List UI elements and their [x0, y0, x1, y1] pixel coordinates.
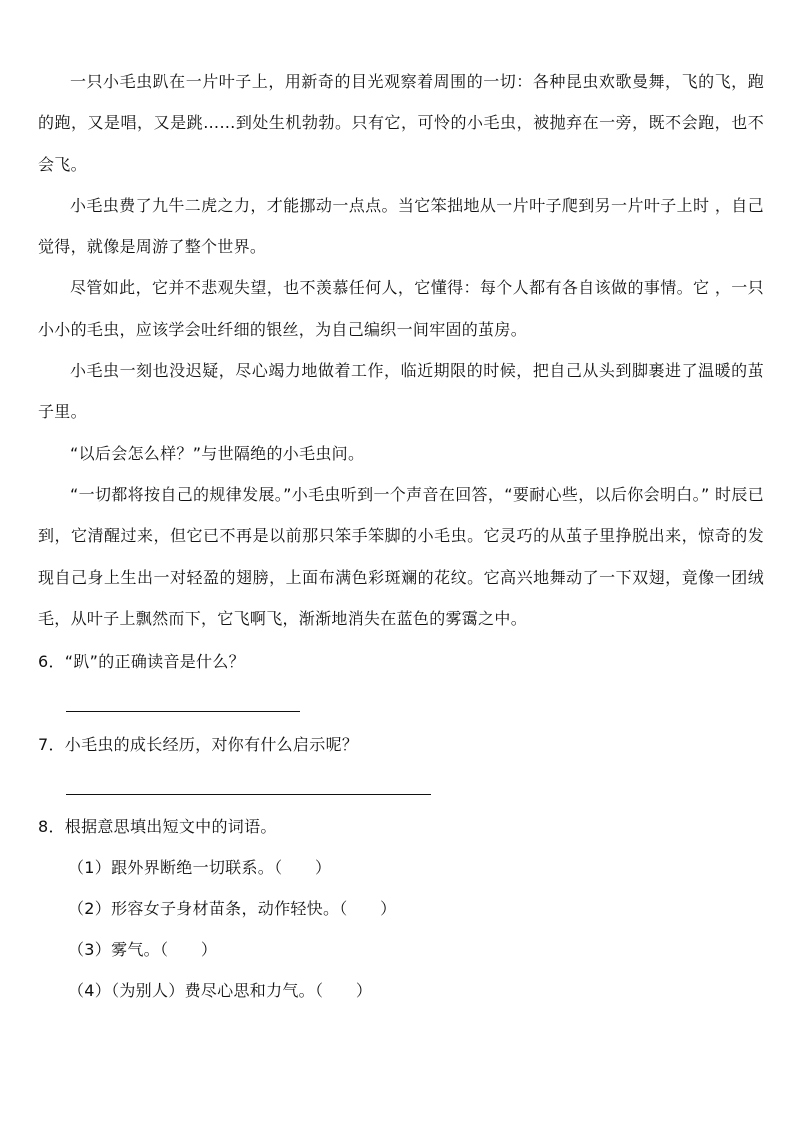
question-8-item-1: （1）跟外界断绝一切联系。（ ）	[68, 858, 332, 877]
passage-paragraph-3: 尽管如此，它并不悲观失望，也不羡慕任何人，它懂得：每个人都有各自该做的事情。它 ，一只小小的毛虫，应该学会吐纤细的银丝，为自己编织一间牢固的茧房。	[38, 278, 764, 339]
reading-passage	[38, 61, 764, 639]
question-7: 7．小毛虫的成长经历，对你有什么启示呢？	[38, 735, 359, 754]
passage-paragraph-2: 小毛虫费了九牛二虎之力，才能挪动一点点。当它笨拙地从一片叶子爬到另一片叶子上时 ，自己觉得，就像是周游了整个世界。	[38, 195, 764, 257]
answer-line-q7[interactable]	[66, 794, 431, 795]
question-8: 8．根据意思填出短文中的词语。	[38, 817, 277, 836]
answer-line-q6[interactable]	[66, 711, 300, 712]
passage-paragraph-6: “一切都将按自己的规律发展。”小毛虫听到一个声音在回答，“要耐心些，以后你会明白。” 时辰已到，它清醒过来，但它已不再是以前那只笨手笨脚的小毛虫。它灵巧的从茧子里挣脱出来，惊奇的发现自己身上生出一对轻盈的翅膀，上面布满色彩斑斓的花纹。它高兴地舞动了一下双翅，竟像一团绒毛，从叶子上飘然而下，它飞啊飞，渐渐地消失在蓝色的雾霭之中。	[38, 484, 764, 628]
passage-paragraph-1: 一只小毛虫趴在一片叶子上，用新奇的目光观察着周围的一切：各种昆虫欢歌曼舞，飞的飞，跑的跑，又是唱，又是跳……到处生机勃勃。只有它，可怜的小毛虫，被抛弃在一旁，既不会跑，也不会飞。	[38, 72, 764, 174]
question-section	[38, 650, 764, 1003]
question-6: 6．“趴”的正确读音是什么？	[38, 652, 245, 671]
passage-paragraph-5: “以后会怎么样？”与世隔绝的小毛虫问。	[70, 443, 365, 463]
passage-paragraph-4: 小毛虫一刻也没迟疑，尽心竭力地做着工作，临近期限的时候，把自己从头到脚裹进了温暖的茧子里。	[38, 361, 764, 422]
question-8-item-3: （3）雾气。（ ）	[68, 940, 218, 959]
question-8-item-2: （2）形容女子身材苗条，动作轻快。（ ）	[68, 899, 397, 918]
question-8-item-4: （4）（为别人）费尽心思和力气。（ ）	[68, 981, 373, 1000]
